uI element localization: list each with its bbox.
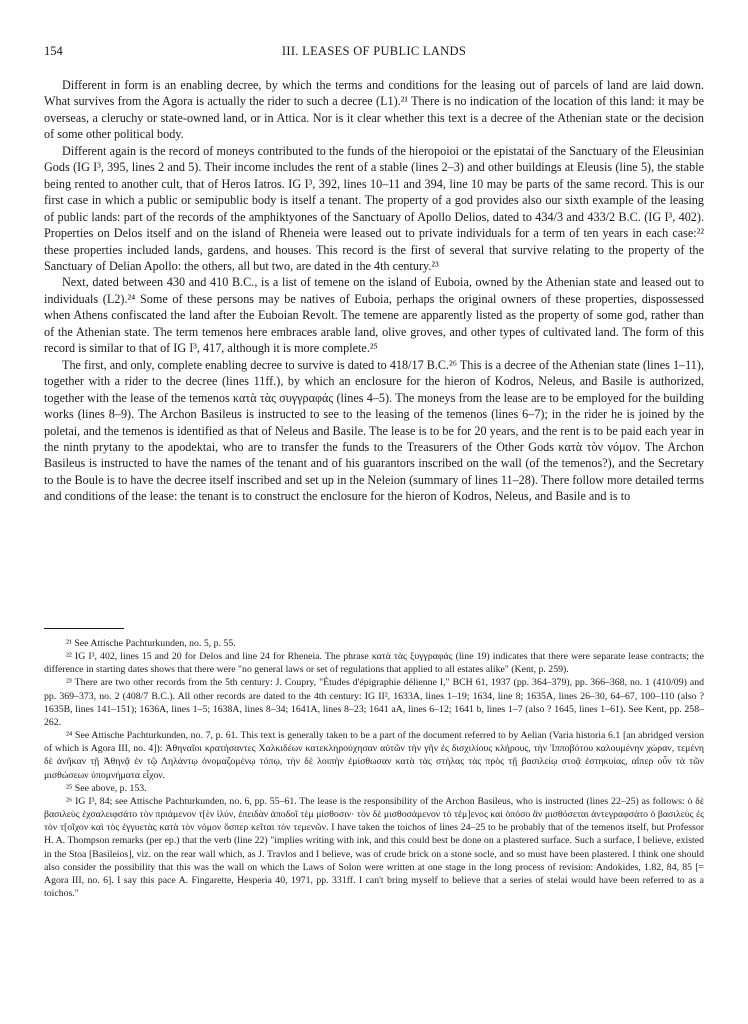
footnote: ²⁴ See Attische Pachturkunden, no. 7, p. 61. This text is generally taken to be a part of the document referred to by Aelian (Varia historia 6.1 [an abridged version of which is Agora III, no. 4]): Ἀθηναῖοι κρατήσαντες Χαλκιδέων κατεκληρούχησαν αὐτῶν τὴν γῆν ἐς δισχιλίους κλήρους, τὴν Ἱπποβότου καλουμένην χώραν, τεμένη δὲ ἀνῆκαν τῇ Ἀθηνᾷ ἐν τῷ Ληλάντῳ ὀνομαζομένῳ τόπῳ, τὴν δὲ λοιπὴν ἐμίσθωσαν κατὰ τὰς στήλας τὰς πρὸς τῇ βασιλείῳ στοᾷ ἑστηκυίας, αἵπερ οὖν τὰ τῶν μισθώσεων ὑπομνήματα εἶχον.: [44, 730, 704, 781]
footnote: ²⁵ See above, p. 153.: [66, 782, 147, 794]
footnotes: [44, 637, 704, 900]
footnote: ²¹ See Attische Pachturkunden, no. 5, p. 55.: [66, 638, 236, 649]
body-paragraph: Different in form is an enabling decree, by which the terms and conditions for the leasing out of parcels of land are laid down. What survives from the Agora is actually the rider to such a decree (L1).²¹ There is no indication of the location of this land: it may be overseas, a cleruchy or state-owned land, or in Attica. Nor is it clear whether this text is a decree of the Athenian state or the decision of some other political body.: [44, 78, 704, 142]
body-paragraph: Next, dated between 430 and 410 B.C., is a list of temene on the island of Euboia, owned by the Athenian state and leased out to individuals (L2).²⁴ Some of these persons may be natives of Euboia, perhaps the original owners of these properties, dispossessed when Athens confiscated the land after the Euboian Revolt. The temene are apparently listed as the property of some god, rather than of the Athenian state. The term temenos here embraces arable land, olive groves, and other types of cultivated land. The form of this record is similar to that of IG I³, 417, although it is more complete.²⁵: [44, 275, 704, 356]
page-number: 154: [44, 44, 63, 58]
footnote: ²⁶ IG I³, 84; see Attische Pachturkunden, no. 6, pp. 55–61. The lease is the responsibility of the Archon Basileus, who is instructed (lines 22–25) as follows: ὁ δὲ βασιλεὺς ἐχσαλειφσάτο τὸν πριάμενον τ[ὲν ἰλύν, ἐπειδὰν ἀποδοῖ τὲμ μίσθοσιν· τὸν δὲ μισθοσάμενον τὸ τέμ]ενος καὶ ὁπόσο ἂν μισθόσεται ἀντεγραφσάτο ὁ βασιλεὺς ἐς τὸν τ[οῖχον καὶ τὸς ἐγγυετὰς κατὰ τὸν νόμον ὅσπερ κεῖται τὸν τεμενῶν. I have taken the toichos of lines 24–25 to be probably that of the temenos itself, but Professor H. A. Thompson remarks (per ep.) that the verb (line 22) "implies writing with ink, and this could best be done on a plastered surface. Such a surface, I believe, existed in the Stoa [Basileios], viz. on the rear wall which, as J. Travlos and I believe, was of crude brick on a stone socle, and so must have been plastered. I think one should also consider the possibility that this was the wall on which the Laws of Solon were written at one stage in the long process of revision: Andokides, 1.82, 84, 85 [= Agora III, no. 6]. I say this pace A. Fingarette, Hesperia 40, 1971, pp. 331ff. I can't bring myself to believe that a series of stelai would have been referred to as a toichos.": [44, 795, 704, 899]
footnote-divider: [44, 628, 124, 629]
body-text: [44, 77, 704, 505]
footnote: ²³ There are two other records from the 5th century: J. Coupry, "Études d'épigraphie délienne I," BCH 61, 1937 (pp. 364–379), pp. 366–368, no. 1 (410/09) and pp. 369–373, no. 2 (408/7 B.C.). All other records are dated to the 4th century: IG II², 1633A, lines 1–19; 1634, line 8; 1635A, lines 26–30, 64–67, 100–110 (also ? 1635B, lines 141–151); 1636A, lines 1–5; 1638A, lines 8–34; 1641A, lines 8–23; 1641 aA, lines 6–12; 1641 b, lines 1–7 (also ? 1645, lines 1–61). See Kent, pp. 258–262.: [44, 677, 704, 728]
body-paragraph: Different again is the record of moneys contributed to the funds of the hieropoioi or the epistatai of the Sanctuary of the Eleusinian Gods (IG I³, 395, lines 2 and 5). Their income includes the rent of a stable (lines 2–3) and other buildings at Eleusis (line 5), the stable being rented to another cult, that of Heros Iatros. IG I³, 392, lines 10–11 and 394, line 10 may be parts of the same record. This is our first case in which a public or semipublic body is itself a tenant. The property of a god provides also our sixth example of the leasing of public lands: part of the records of the amphiktyones of the Sanctuary of Apollo Delios, dated to 434/3 and 433/2 B.C. (IG I³, 402). Properties on Delos itself and on the island of Rheneia were leased out to private individuals for a term of ten years in each case:²² these properties included lands, gardens, and houses. This record is the first of several that survive relating to the property of the Sanctuary of Delian Apollo: the others, all but two, are dated in the 4th century.²³: [44, 143, 704, 273]
page-header: [44, 44, 704, 60]
body-paragraph: The first, and only, complete enabling decree to survive is dated to 418/17 B.C.²⁶ This is a decree of the Athenian state (lines 1–11), together with a rider to the decree (lines 11ff.), by which an enclosure for the hieron of Kodros, Neleus, and Basile is authorized, together with the lease of the temenos κατὰ τὰς συγγραφάς (lines 4–5). The moneys from the lease are to be employed for the building works (lines 8–9). The Archon Basileus is instructed to see to the leasing of the temenos (lines 6–7); in the rider he is joined by the poletai, and the temenos is identified as that of Neleus and Basile. The lease is to be for 20 years, and the rent is to be paid each year in the ninth prytany to the apodektai, who are to transfer the funds to the Treasurers of the Other Gods κατὰ τὸν νόμον. The Archon Basileus is instructed to have the names of the tenant and of his guarantors inscribed on the wall (of the temenos?), and the Secretary to the Boule is to have the decree itself inscribed and set up in the Neleion (summary of lines 11–28). There follow more detailed terms and conditions of the lease: the tenant is to construct the enclosure for the hieron of Kodros, Neleus, and Basile and is to: [44, 357, 704, 504]
running-head: III. LEASES OF PUBLIC LANDS: [281, 44, 467, 58]
footnote: ²² IG I³, 402, lines 15 and 20 for Delos and line 24 for Rheneia. The phrase κατὰ τὰς ξυγγραφάς (line 19) indicates that there were separate lease contracts; the difference in starting dates shows that there were "no general laws or set of regulations that applied to all estates alike" (Kent, p. 259).: [44, 651, 704, 676]
